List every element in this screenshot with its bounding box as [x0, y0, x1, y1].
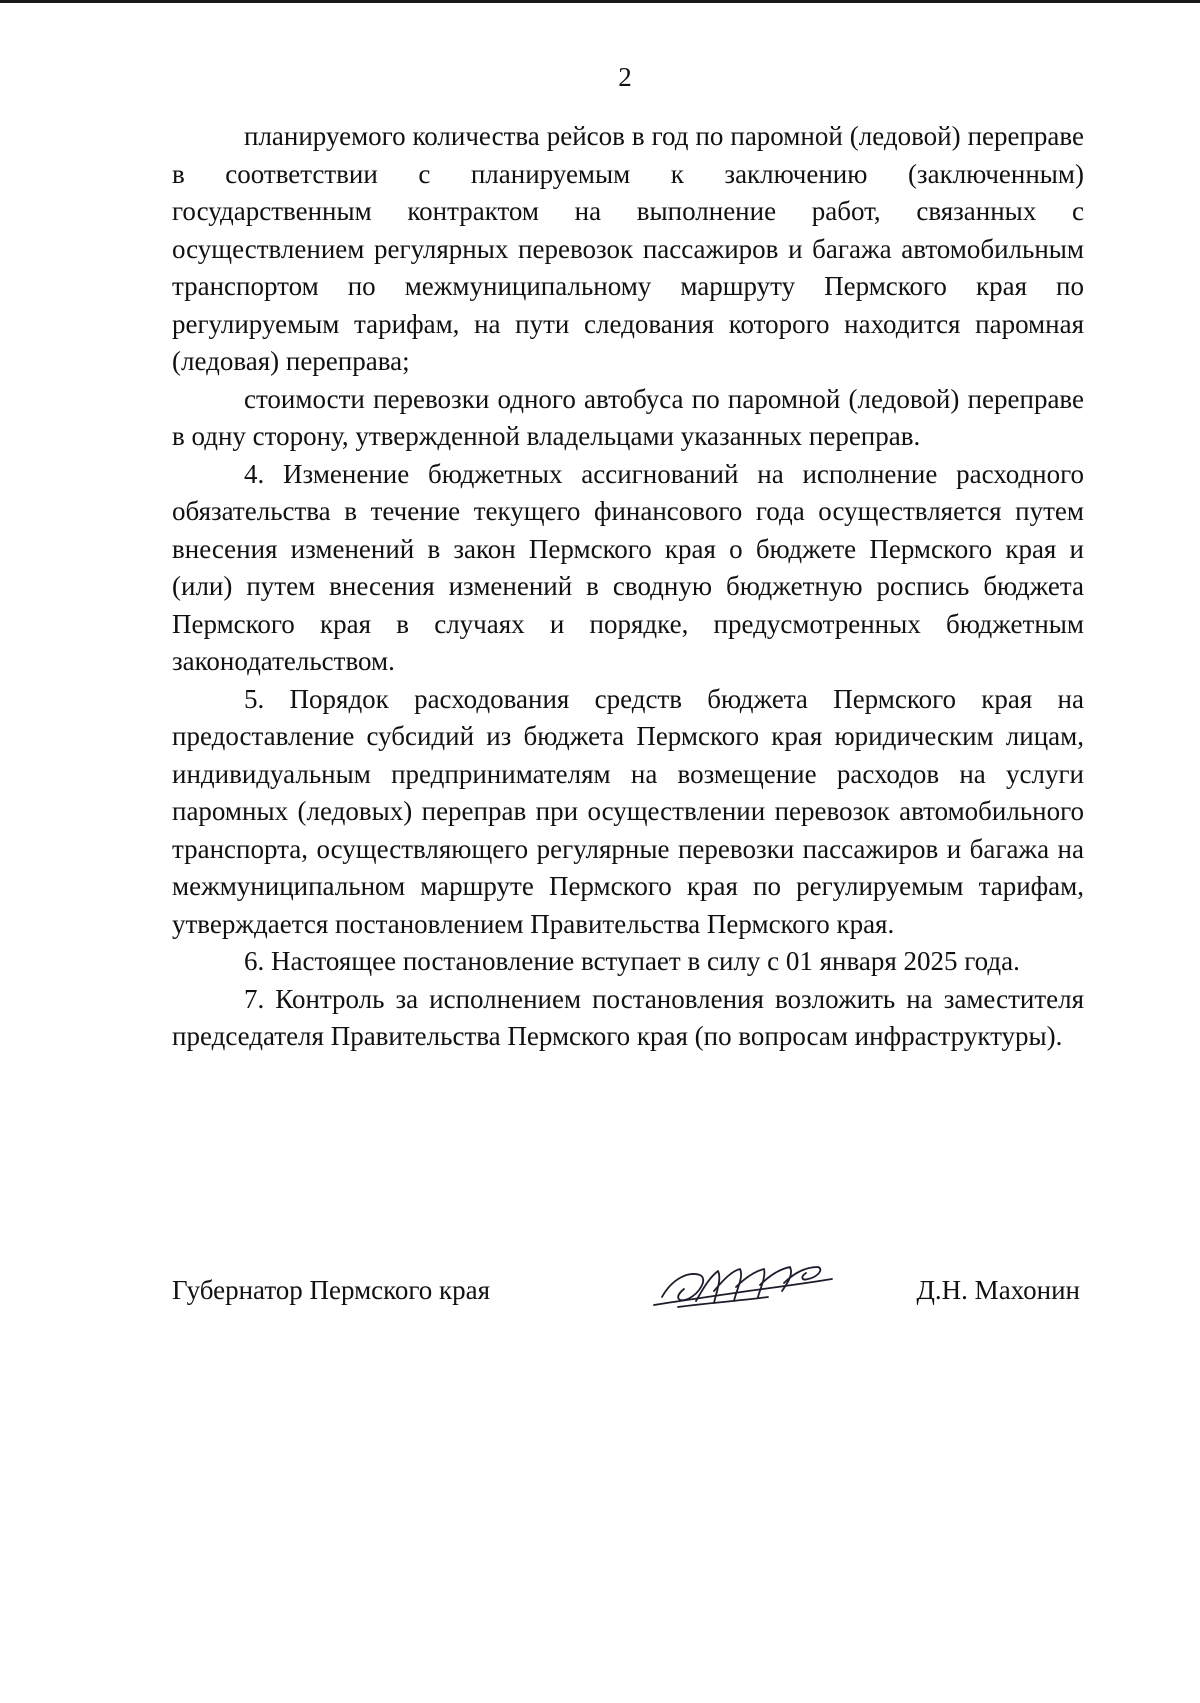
page-top-edge [0, 0, 1200, 3]
paragraph-7-control: 7. Контроль за исполнением постановления возложить на заместителя председателя Правительства Пермского края (по вопросам инфраструктуры). [172, 983, 1084, 1051]
paragraph-bus-cost: стоимости перевозки одного автобуса по паромной (ледовой) переправе в одну сторону, утвержденной владельцами указанных переправ. [172, 383, 1084, 451]
signer-name: Д.Н. Махонин [916, 1275, 1080, 1305]
page-number: 2 [618, 62, 632, 92]
paragraph-4-budget-changes: 4. Изменение бюджетных ассигнований на исполнение расходного обязательства в течение текущего финансового года осуществляется путем внесения изменений в закон Пермского края о бюджете Пермского края и (или) путем внесения изменений в сводную бюджетную роспись бюджета Пермского края в случаях и порядке, предусмотренных бюджетным законодательством. [172, 458, 1084, 676]
paragraph-6-effective-date: 6. Настоящее постановление вступает в силу с 01 января 2025 года. [244, 946, 1020, 976]
handwritten-signature [648, 1257, 836, 1317]
signature-block [172, 1275, 1084, 1335]
paragraph-5-subsidy-procedure: 5. Порядок расходования средств бюджета Пермского края на предоставление субсидий из бюджета Пермского края юридическим лицам, индивидуальным предпринимателям на возмещение расходов на услуги паромных (ледовых) переправ при осуществлении перевозок автомобильного транспорта, осуществляющего регулярные перевозки пассажиров и багажа на межмуниципальном маршруте Пермского края по регулируемым тарифам, утверждается постановлением Правительства Пермского края. [172, 683, 1084, 939]
signer-position: Губернатор Пермского края [172, 1275, 491, 1305]
paragraph-trips-count: планируемого количества рейсов в год по паромной (ледовой) переправе в соответствии с планируемым к заключению (заключенным) государственным контрактом на выполнение работ, связанных с осуществлением регулярных перевозок пассажиров и багажа автомобильным транспортом по межмуниципальному маршруту Пермского края по регулируемым тарифам, на пути следования которого находится паромная (ледовая) переправа; [172, 121, 1084, 376]
document-body [172, 118, 1084, 1056]
